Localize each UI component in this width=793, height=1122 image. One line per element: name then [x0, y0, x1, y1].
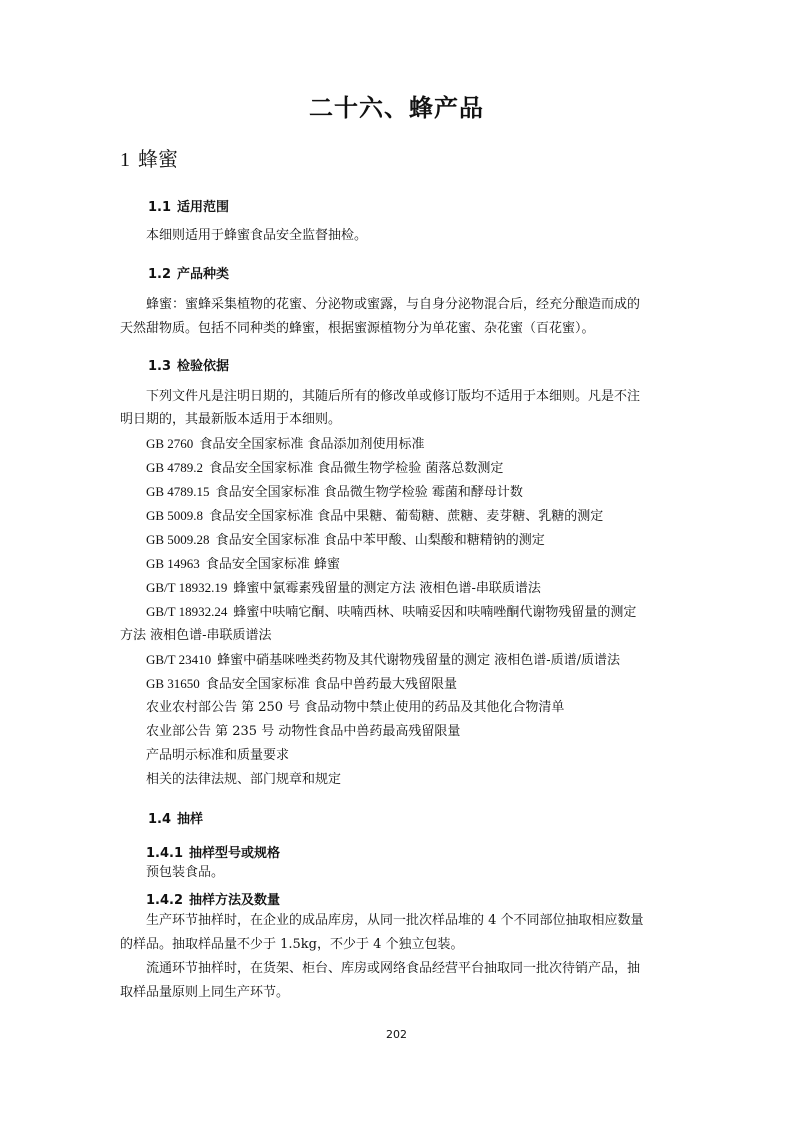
paragraph-line: 天然甜物质。包括不同种类的蜂蜜，根据蜜源植物分为单花蜜、杂花蜜（百花蜜）。: [120, 321, 595, 336]
standard-item: [146, 556, 340, 573]
standard-item-continuation: 方法 液相色谱-串联质谱法: [120, 628, 272, 643]
heading-number: 1.2: [148, 267, 172, 282]
heading-scope: [148, 196, 229, 215]
standard-item: 农业部公告 第 235 号 动物性食品中兽药最高残留限量: [146, 724, 461, 739]
paragraph-line: 的样品。抽取样品量不少于 1.5kg，不少于 4 个独立包装。: [120, 937, 464, 952]
section-title-text: 蜂蜜: [138, 147, 178, 171]
paragraph-line: 下列文件凡是注明日期的，其随后所有的修改单或修订版均不适用于本细则。凡是不注: [146, 389, 641, 404]
standard-item: [146, 460, 503, 477]
standard-code: GB 14963: [146, 556, 200, 571]
heading-number: 1.4.1: [146, 846, 184, 861]
standard-text: 食品安全国家标准 食品微生物学检验 霉菌和酵母计数: [215, 485, 523, 500]
heading-number: 1.4.2: [146, 893, 184, 908]
heading-text: 抽样型号或规格: [189, 846, 281, 861]
standard-item: [146, 436, 424, 453]
standard-code: GB 2760: [146, 436, 194, 451]
heading-sampling-type: [146, 842, 280, 861]
page-number: 202: [386, 1028, 407, 1041]
paragraph-line: 生产环节抽样时，在企业的成品库房，从同一批次样品堆的 4 个不同部位抽取相应数量: [146, 913, 644, 928]
paragraph-line: 取样品量原则上同生产环节。: [120, 985, 290, 1000]
standard-item: [146, 604, 636, 621]
standard-item: [146, 484, 523, 501]
standard-item: [146, 652, 620, 669]
heading-basis: [148, 355, 229, 374]
standard-text: 食品安全国家标准 食品微生物学检验 菌落总数测定: [209, 461, 504, 476]
standard-item: 产品明示标准和质量要求: [146, 748, 290, 763]
standard-text: 食品安全国家标准 食品中兽药最大残留限量: [205, 677, 457, 692]
chapter-title: 二十六、蜂产品: [309, 94, 484, 122]
paragraph-line: 蜂蜜：蜜蜂采集植物的花蜜、分泌物或蜜露，与自身分泌物混合后，经充分酿造而成的: [146, 297, 641, 312]
section-title: [120, 143, 178, 172]
standard-code: GB 4789.2: [146, 460, 204, 475]
standard-item: 农业农村部公告 第 250 号 食品动物中禁止使用的药品及其他化合物清单: [146, 700, 565, 715]
standard-text: 蜂蜜中氯霉素残留量的测定方法 液相色谱-串联质谱法: [233, 581, 541, 596]
standard-item: 相关的法律法规、部门规章和规定: [146, 772, 342, 787]
paragraph-line: 流通环节抽样时，在货架、柜台、库房或网络食品经营平台抽取同一批次待销产品，抽: [146, 961, 641, 976]
paragraph-line: 预包装食品。: [146, 865, 225, 880]
heading-number: 1.1: [148, 200, 172, 215]
standard-text: 蜂蜜中硝基咪唑类药物及其代谢物残留量的测定 液相色谱-质谱/质谱法: [217, 653, 621, 668]
paragraph-line: 明日期的，其最新版本适用于本细则。: [120, 412, 342, 427]
standard-text: 食品安全国家标准 蜂蜜: [205, 557, 340, 572]
standard-code: GB 5009.8: [146, 508, 204, 523]
paragraph-line: 本细则适用于蜂蜜食品安全监督抽检。: [146, 228, 368, 243]
heading-number: 1.4: [148, 812, 172, 827]
heading-sampling: [148, 808, 203, 827]
heading-text: 适用范围: [177, 200, 230, 215]
standard-item: [146, 532, 545, 549]
standard-text: 食品安全国家标准 食品中果糖、葡萄糖、蔗糖、麦芽糖、乳糖的测定: [209, 509, 604, 524]
heading-product-type: [148, 263, 229, 282]
heading-text: 检验依据: [177, 359, 230, 374]
heading-number: 1.3: [148, 359, 172, 374]
standard-item: [146, 508, 603, 525]
standard-code: GB 4789.15: [146, 484, 210, 499]
standard-text: 食品安全国家标准 食品添加剂使用标准: [199, 437, 425, 452]
standard-text: 食品安全国家标准 食品中苯甲酸、山梨酸和糖精钠的测定: [215, 533, 545, 548]
standard-code: GB/T 18932.24: [146, 604, 228, 619]
heading-text: 抽样: [177, 812, 204, 827]
standard-code: GB 31650: [146, 676, 200, 691]
standard-text: 蜂蜜中呋喃它酮、呋喃西林、呋喃妥因和呋喃唑酮代谢物残留量的测定: [233, 605, 637, 620]
heading-text: 抽样方法及数量: [189, 893, 281, 908]
heading-text: 产品种类: [177, 267, 230, 282]
standard-code: GB/T 18932.19: [146, 580, 228, 595]
heading-sampling-method: [146, 889, 280, 908]
standard-item: [146, 676, 457, 693]
section-number: 1: [120, 149, 130, 171]
standard-code: GB 5009.28: [146, 532, 210, 547]
standard-code: GB/T 23410: [146, 652, 212, 667]
standard-item: [146, 580, 541, 597]
